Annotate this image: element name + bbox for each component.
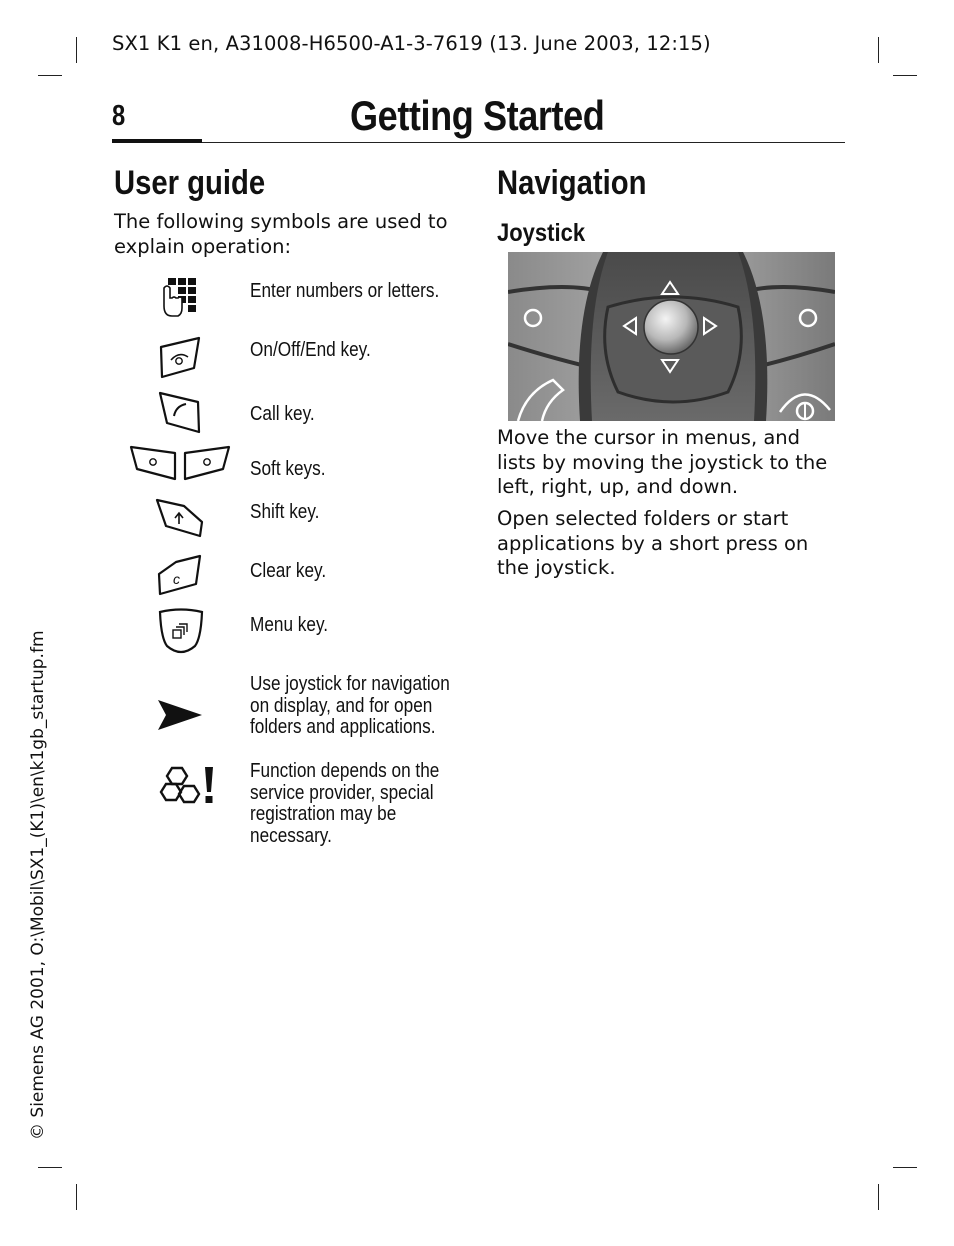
copyright-path-note: © Siemens AG 2001, O:\Mobil\SX1_(K1)\en\k1gb_startup.fm xyxy=(28,630,48,1140)
user-guide-heading: User guide xyxy=(114,164,266,202)
symbol-text-clear-key: Clear key. xyxy=(250,560,327,582)
joystick-subheading: Joystick xyxy=(497,219,586,247)
symbol-text-keypad: Enter numbers or letters. xyxy=(250,280,440,302)
symbol-text-menu-key: Menu key. xyxy=(250,614,329,636)
call-key-icon xyxy=(156,390,204,436)
symbol-text-provider: Function depends on the service provider, special registration may be necessary. xyxy=(250,760,440,847)
crop-mark xyxy=(76,1184,77,1210)
navigation-paragraph-2: Open selected folders or start applications by a short press on the joystick. xyxy=(497,507,809,579)
menu-key-icon xyxy=(157,608,205,656)
symbol-text-call-key: Call key. xyxy=(250,403,315,425)
user-guide-intro: The following symbols are used to explain operation: xyxy=(114,210,448,258)
symbol-text-shift-key: Shift key. xyxy=(250,501,320,523)
joystick-arrow-icon xyxy=(156,698,204,732)
crop-mark xyxy=(38,75,62,76)
navigation-heading: Navigation xyxy=(497,164,647,202)
symbol-text-joystick: Use joystick for navigation on display, and for open folders and applications. xyxy=(250,673,450,738)
page-number-bar xyxy=(112,139,202,143)
crop-mark xyxy=(878,37,879,63)
end-key-icon xyxy=(156,335,204,381)
crop-mark xyxy=(893,75,917,76)
crop-mark xyxy=(38,1167,62,1168)
joystick-photo xyxy=(508,252,835,421)
page-title: Getting Started xyxy=(350,92,605,139)
crop-mark xyxy=(878,1184,879,1210)
symbol-text-end-key: On/Off/End key. xyxy=(250,339,371,361)
page-number: 8 xyxy=(112,100,126,132)
navigation-paragraph-1: Move the cursor in menus, and lists by moving the joystick to the left, right, up, and down. xyxy=(497,426,828,498)
clear-key-icon xyxy=(156,554,204,598)
header-rule xyxy=(112,142,845,143)
keypad-icon xyxy=(158,276,202,320)
crop-mark xyxy=(76,37,77,63)
soft-keys-icon xyxy=(129,443,231,483)
provider-function-icon xyxy=(158,764,216,806)
svg-text:c: c xyxy=(173,571,180,587)
shift-key-icon xyxy=(154,496,206,542)
document-meta: SX1 K1 en, A31008-H6500-A1-3-7619 (13. June 2003, 12:15) xyxy=(112,32,711,55)
crop-mark xyxy=(893,1167,917,1168)
symbol-text-soft-keys: Soft keys. xyxy=(250,458,326,480)
